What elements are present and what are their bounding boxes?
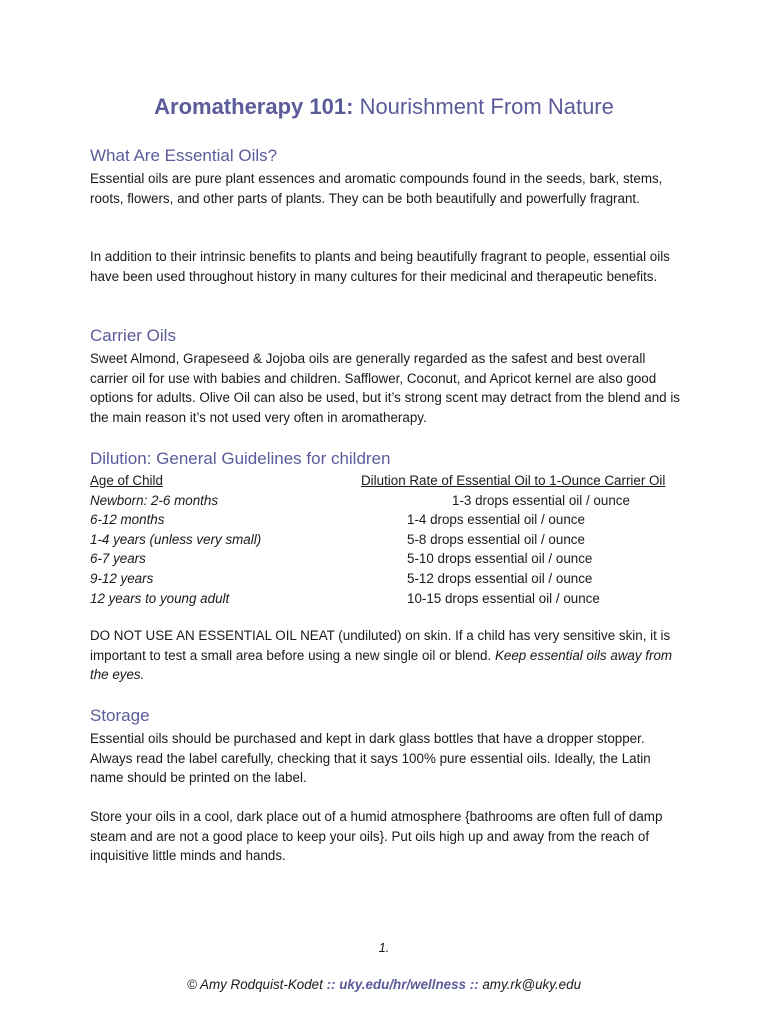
age-cell: Newborn: 2-6 months (90, 492, 219, 508)
dilution-warning (90, 626, 680, 685)
essential-oils-text-1: Essential oils are pure plant essences and aromatic compounds found in the seeds, bark, stems, roots, flowers, and other parts of plants. They can be both beautifully and powerfully fragrant. (90, 171, 663, 206)
footer-separator: :: (465, 977, 483, 992)
page-number: 1. (378, 940, 390, 955)
storage-paragraph-2 (90, 807, 680, 866)
carrier-oils-text: Sweet Almond, Grapeseed & Jojoba oils are generally regarded as the safest and best overall carrier oil for use with babies and children. Safflower, Coconut, and Apricot kernel are also good options for adults. Olive Oil can also be used, but it’s strong scent may detract from the blend and is the main reason it’s not used very often in aromatherapy. (90, 351, 680, 425)
storage-text-2: Store your oils in a cool, dark place out of a humid atmosphere {bathrooms are often full of damp steam and are not a good place to keep your oils}. Put oils high up and away from the reach of inquisitive little minds and hands. (90, 809, 663, 864)
rate-cell: 5-8 drops essential oil / ounce (407, 531, 585, 547)
age-cell: 6-7 years (90, 551, 146, 567)
age-cell: 9-12 years (90, 570, 154, 586)
rate-cell: 10-15 drops essential oil / ounce (407, 590, 600, 606)
title-bold: Aromatherapy 101: (154, 94, 354, 119)
essential-oils-text-2: In addition to their intrinsic benefits to plants and being beautifully fragrant to people, essential oils have been used throughout history in many cultures for their medicinal and therapeutic benefits. (90, 249, 670, 284)
table-row (90, 549, 690, 569)
table-row (90, 589, 690, 609)
footer-author: © Amy Rodquist-Kodet (186, 977, 323, 992)
dilution-warning-paragraph (90, 626, 680, 685)
table-row (90, 530, 690, 550)
rate-cell: 5-12 drops essential oil / ounce (407, 570, 593, 586)
page-title (0, 93, 768, 121)
title-rest: Nourishment From Nature (359, 94, 614, 119)
warning-text: DO NOT USE AN ESSENTIAL OIL NEAT (undiluted) on skin. If a child has very sensitive skin, it is important to test a small area before using a new single oil or blend. (90, 628, 671, 663)
warning-italic-text: Keep essential oils away from the eyes. (90, 647, 673, 683)
age-cell: 12 years to young adult (90, 590, 230, 606)
rate-cell: 1-3 drops essential oil / ounce (452, 492, 630, 508)
age-cell: 6-12 months (90, 512, 165, 528)
heading-dilution: Dilution: General Guidelines for children (90, 449, 391, 468)
table-row (90, 569, 690, 589)
storage-paragraph-1 (90, 729, 680, 788)
table-row (90, 510, 690, 530)
rate-cell: 1-4 drops essential oil / ounce (407, 512, 585, 528)
heading-essential-oils: What Are Essential Oils? (90, 146, 278, 165)
footer-website-link[interactable]: uky.edu/hr/wellness (339, 977, 466, 992)
col-rate-header: Dilution Rate of Essential Oil to 1-Ounce Carrier Oil (361, 473, 666, 488)
heading-storage: Storage (90, 706, 150, 725)
essential-oils-paragraph-1 (90, 169, 680, 208)
carrier-oils-paragraph (90, 349, 680, 427)
footer-email-link[interactable]: amy.rk@uky.edu (482, 977, 582, 992)
age-cell: 1-4 years (unless very small) (90, 531, 262, 547)
storage-text-1: Essential oils should be purchased and kept in dark glass bottles that have a dropper stopper. Always read the label carefully, checking that it says 100% pure essential oils. Ideally, the Latin name should be printed on the label. (90, 731, 651, 786)
table-row (90, 491, 690, 511)
rate-cell: 5-10 drops essential oil / ounce (407, 551, 593, 567)
essential-oils-paragraph-2 (90, 247, 680, 286)
dilution-table (90, 471, 690, 608)
heading-carrier-oils: Carrier Oils (90, 326, 176, 345)
col-age-header: Age of Child (90, 473, 163, 488)
table-header-row (90, 471, 690, 491)
page-footer (0, 977, 768, 992)
footer-separator: :: (322, 977, 340, 992)
